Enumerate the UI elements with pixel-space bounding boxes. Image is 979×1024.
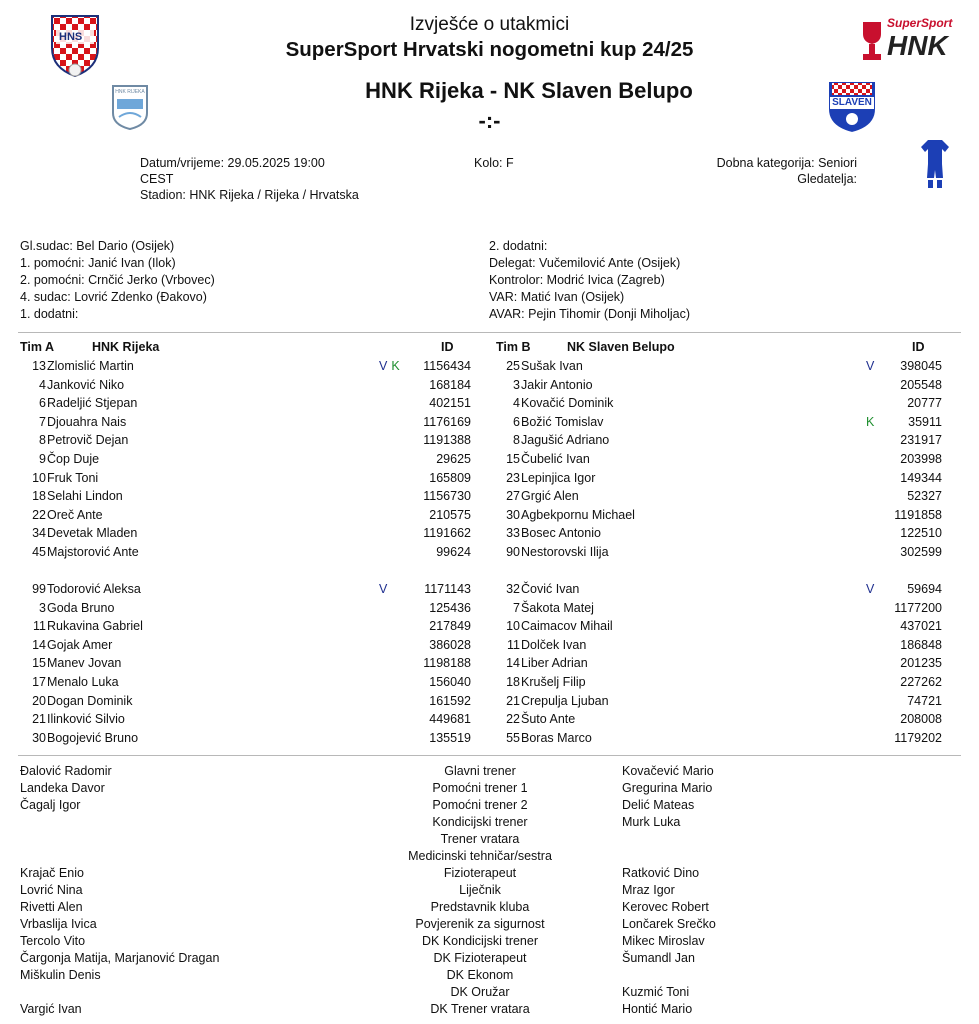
staff-team-a: Čagalj Igor [20,798,81,812]
match-title: HNK Rijeka - NK Slaven Belupo [365,78,693,103]
player-name: Jagušić Adriano [521,433,610,448]
staff-team-a: Vargić Ivan [20,1002,82,1016]
staff-role: Povjerenik za sigurnost [415,917,545,931]
staff-team-b: Mikec Miroslav [622,934,705,948]
player-row [0,673,979,692]
staff-role: Kondicijski trener [432,815,528,829]
player-name: Oreč Ante [47,507,103,522]
player-row [0,524,979,543]
player-name: Goda Bruno [47,600,115,615]
player-row [0,506,979,525]
goalkeeper-mark: V [379,582,388,596]
staff-team-a: Miškulin Denis [20,968,101,982]
goalkeeper-mark: V [866,582,875,596]
staff-team-a: Rivetti Alen [20,900,83,914]
player-row [0,580,979,599]
player-number: 27 [506,489,520,504]
player-number: 34 [32,526,46,541]
staff-role: DK Kondicijski trener [421,934,538,948]
team-b-label: Tim B [496,340,531,354]
player-row [0,394,979,413]
player-name: Petrovič Dejan [47,433,129,448]
player-id: 20777 [907,396,942,411]
staff-role: DK Ekonom [446,968,514,982]
player-number: 55 [506,730,520,745]
player-number: 45 [32,545,46,559]
player-number: 8 [513,433,520,448]
player-number: 20 [32,693,46,708]
team-a-name: HNK Rijeka [92,340,160,354]
player-name: Devetak Mladen [47,526,138,541]
report-title: Izvješće o utakmici [409,14,570,35]
player-row [0,376,979,395]
player-id: 1156434 [423,359,471,373]
player-name: Nestorovski Ilija [521,545,609,559]
additional-official-2: 2. dodatni: [489,239,548,253]
controller: Kontrolor: Modrić Ivica (Zagreb) [489,273,665,287]
player-name: Agbekpornu Michael [521,507,635,522]
player-name: Sušak Ivan [521,359,583,373]
player-number: 22 [506,712,520,727]
staff-role: Pomoćni trener 2 [432,798,528,812]
player-id: 1177200 [894,600,942,615]
staff-team-a: Čargonja Matija, Marjanović Dragan [20,951,220,965]
player-id: 99624 [436,545,471,559]
staff-team-b: Mraz Igor [622,883,675,897]
var-official: VAR: Matić Ivan (Osijek) [489,290,625,304]
staff-team-b: Kerovec Robert [622,900,709,914]
player-id: 59694 [907,582,942,596]
hns-logo-text: HNS [59,31,83,43]
player-number: 17 [32,675,46,689]
goalkeeper-mark: V [866,359,875,373]
player-name: Gojak Amer [47,637,113,652]
supersport-hnk-logo-icon [857,16,957,66]
staff-team-a: Tercolo Vito [20,934,86,948]
match-info-right [717,155,857,187]
player-id: 210575 [429,507,471,522]
staff-team-b: Delić Mateas [622,798,695,812]
player-id: 449681 [429,712,471,727]
staff-role: Trener vratara [440,832,520,846]
player-number: 9 [39,452,46,466]
player-name: Selahi Lindon [47,489,123,504]
player-number: 25 [506,359,520,373]
player-id: 1191858 [894,507,942,522]
player-name: Zlomislić Martin [47,359,134,373]
player-number: 33 [506,526,520,541]
staff-role: Predstavnik kluba [430,900,530,914]
player-number: 22 [32,507,46,522]
staff-role: Medicinski tehničar/sestra [408,849,552,863]
officials-right [489,238,690,323]
player-number: 10 [32,470,46,485]
player-id: 35911 [908,414,942,429]
player-number: 3 [513,377,520,392]
player-number: 18 [32,489,46,504]
player-id: 74721 [907,693,942,708]
staff-team-b: Kuzmić Toni [622,985,690,999]
player-number: 14 [32,637,46,652]
divider-top [18,332,961,333]
player-name: Čović Ivan [521,582,580,596]
fourth-official: 4. sudac: Lovrić Zdenko (Đakovo) [20,290,207,304]
staff-role: DK Fizioterapeut [433,951,527,965]
player-row [0,431,979,450]
player-id: 402151 [429,396,471,411]
hnk-logo-text: HNK [887,30,948,61]
player-id: 1156730 [423,489,471,504]
match-score: -:- [478,108,501,133]
player-name: Čop Duje [47,452,100,466]
staff-team-a: Landeka Davor [20,781,105,795]
staff-role: Glavni trener [444,764,516,778]
timezone-text: CEST [140,172,174,186]
player-name: Šakota Matej [521,600,594,615]
player-row [0,357,979,376]
player-id: 135519 [429,730,471,745]
staff-team-a: Đalović Radomir [20,764,112,778]
rijeka-logo-text: HNK RIJEKA [115,89,145,95]
round-text: Kolo: F [474,156,514,170]
player-name: Todorović Aleksa [47,582,141,596]
player-number: 15 [506,452,520,466]
delegate: Delegat: Vučemilović Ante (Osijek) [489,256,681,270]
player-id: 231917 [900,433,942,448]
player-number: 23 [506,470,520,485]
player-row [0,636,979,655]
player-id: 149344 [900,470,942,485]
captain-mark: K [866,414,875,429]
player-number: 4 [39,377,46,392]
player-number: 32 [506,582,520,596]
assistant-referee-2: 2. pomoćni: Crnčić Jerko (Vrbovec) [20,273,215,287]
player-id: 161592 [429,693,471,708]
player-number: 6 [39,396,46,411]
player-id: 52327 [907,489,942,504]
player-row [0,469,979,488]
player-name: Bogojević Bruno [47,730,139,745]
player-number: 6 [513,414,520,429]
player-name: Crepulja Ljuban [521,693,609,708]
player-id: 168184 [429,377,471,392]
player-number: 7 [513,600,520,615]
staff-role: Liječnik [459,883,501,897]
staff-team-b: Ratković Dino [622,866,700,880]
stadium-text: Stadion: HNK Rijeka / Rijeka / Hrvatska [140,188,359,202]
player-row [0,692,979,711]
player-name: Šuto Ante [521,712,576,727]
player-id: 217849 [429,619,471,634]
team-b-name: NK Slaven Belupo [567,340,675,354]
player-id: 1198188 [423,656,471,671]
player-row [0,729,979,748]
spectators-text: Gledatelja: [797,172,857,186]
captain-mark: K [391,359,400,373]
team-kit-icon [920,138,950,190]
player-name: Liber Adrian [521,656,588,671]
player-name: Caimacov Mihail [521,619,613,634]
avar-official: AVAR: Pejin Tihomir (Donji Miholjac) [489,307,690,321]
player-number: 30 [32,730,46,745]
player-id: 186848 [900,637,942,652]
competition-title: SuperSport Hrvatski nogometni kup 24/25 [285,38,694,61]
player-id: 1171143 [424,582,471,596]
player-number: 18 [506,675,520,689]
player-id: 1191388 [423,433,471,448]
assistant-referee-1: 1. pomoćni: Janić Ivan (Ilok) [20,256,176,270]
player-id: 1191662 [423,526,471,541]
player-id: 203998 [900,452,942,466]
player-id: 29625 [436,452,471,466]
player-name: Majstorović Ante [47,545,139,559]
player-name: Čubelić Ivan [521,452,590,466]
divider-bottom [18,755,961,756]
player-name: Menalo Luka [47,675,119,689]
player-name: Djouahra Nais [47,414,127,429]
player-name: Krušelj Filip [521,675,586,689]
player-row [0,487,979,506]
player-number: 11 [33,619,46,634]
staff-team-b: Šumandl Jan [622,951,695,965]
player-row [0,710,979,729]
player-row [0,450,979,469]
player-number: 14 [506,656,520,671]
slaven-logo-text: SLAVEN [832,97,872,108]
additional-official-1: 1. dodatni: [20,307,79,321]
goalkeeper-mark: V [379,359,388,373]
player-name: Janković Niko [47,377,125,392]
staff-team-a: Vrbaslija Ivica [20,917,97,931]
player-id: 1176169 [423,414,471,429]
player-name: Dogan Dominik [47,693,133,708]
player-id: 205548 [900,377,942,392]
staff-role: DK Oružar [450,985,510,999]
staff-team-b: Murk Luka [622,815,681,829]
player-name: Jakir Antonio [521,377,593,392]
staff-team-b: Hontić Mario [622,1002,693,1016]
staff-role: Pomoćni trener 1 [432,781,528,795]
player-row [0,617,979,636]
player-number: 21 [32,712,46,727]
staff-team-a: Krajač Enio [20,866,84,880]
staff-team-b: Lončarek Srečko [622,917,716,931]
player-name: Dolček Ivan [521,637,587,652]
player-name: Ilinković Silvio [47,712,125,727]
player-number: 3 [39,600,46,615]
player-id: 437021 [900,619,942,634]
staff-role: Fizioterapeut [443,866,517,880]
player-id: 125436 [429,600,471,615]
player-number: 21 [506,693,520,708]
team-a-id-header: ID [441,340,454,354]
player-name: Kovačić Dominik [521,396,614,411]
team-a-label: Tim A [20,340,55,354]
player-id: 165809 [429,470,471,485]
staff-team-b: Kovačević Mario [622,764,714,778]
player-id: 122510 [900,526,942,541]
staff-team-b: Gregurina Mario [622,781,713,795]
player-row [0,599,979,618]
player-name: Fruk Toni [47,470,99,485]
player-number: 15 [32,656,46,671]
player-number: 4 [513,396,520,411]
player-id: 227262 [900,675,942,689]
category-text: Dobna kategorija: Seniori [716,156,857,170]
team-b-id-header: ID [912,340,925,354]
player-number: 8 [39,433,46,448]
player-name: Manev Jovan [47,656,122,671]
slaven-crest-icon [822,77,882,135]
officials-left [20,238,215,323]
player-name: Boras Marco [521,730,592,745]
staff-role: DK Trener vratara [430,1002,530,1016]
player-id: 201235 [900,656,942,671]
player-name: Grgić Alen [521,489,579,504]
player-row [0,543,979,562]
player-id: 398045 [900,359,942,373]
player-name: Radeljić Stjepan [47,396,138,411]
player-number: 30 [506,507,520,522]
player-number: 13 [32,359,46,373]
match-info-left [140,155,359,203]
player-name: Božić Tomislav [521,414,604,429]
supersport-logo-text: SuperSport [887,16,953,30]
player-name: Bosec Antonio [521,526,601,541]
player-number: 11 [507,637,520,652]
staff-team-a: Lovrić Nina [20,883,83,897]
player-id: 208008 [900,712,942,727]
player-number: 90 [506,545,520,559]
player-row [0,413,979,432]
player-number: 7 [39,414,46,429]
player-id: 156040 [429,675,471,689]
player-id: 1179202 [894,730,942,745]
hns-logo-icon [48,12,102,80]
player-number: 99 [32,582,46,596]
player-number: 10 [506,619,520,634]
rijeka-crest-icon [110,83,150,131]
main-referee: Gl.sudac: Bel Dario (Osijek) [20,239,175,253]
player-name: Lepinjica Igor [521,470,596,485]
player-row [0,654,979,673]
player-id: 386028 [429,637,471,652]
player-name: Rukavina Gabriel [47,619,143,634]
datetime-text: Datum/vrijeme: 29.05.2025 19:00 [140,156,325,170]
player-id: 302599 [900,545,942,559]
